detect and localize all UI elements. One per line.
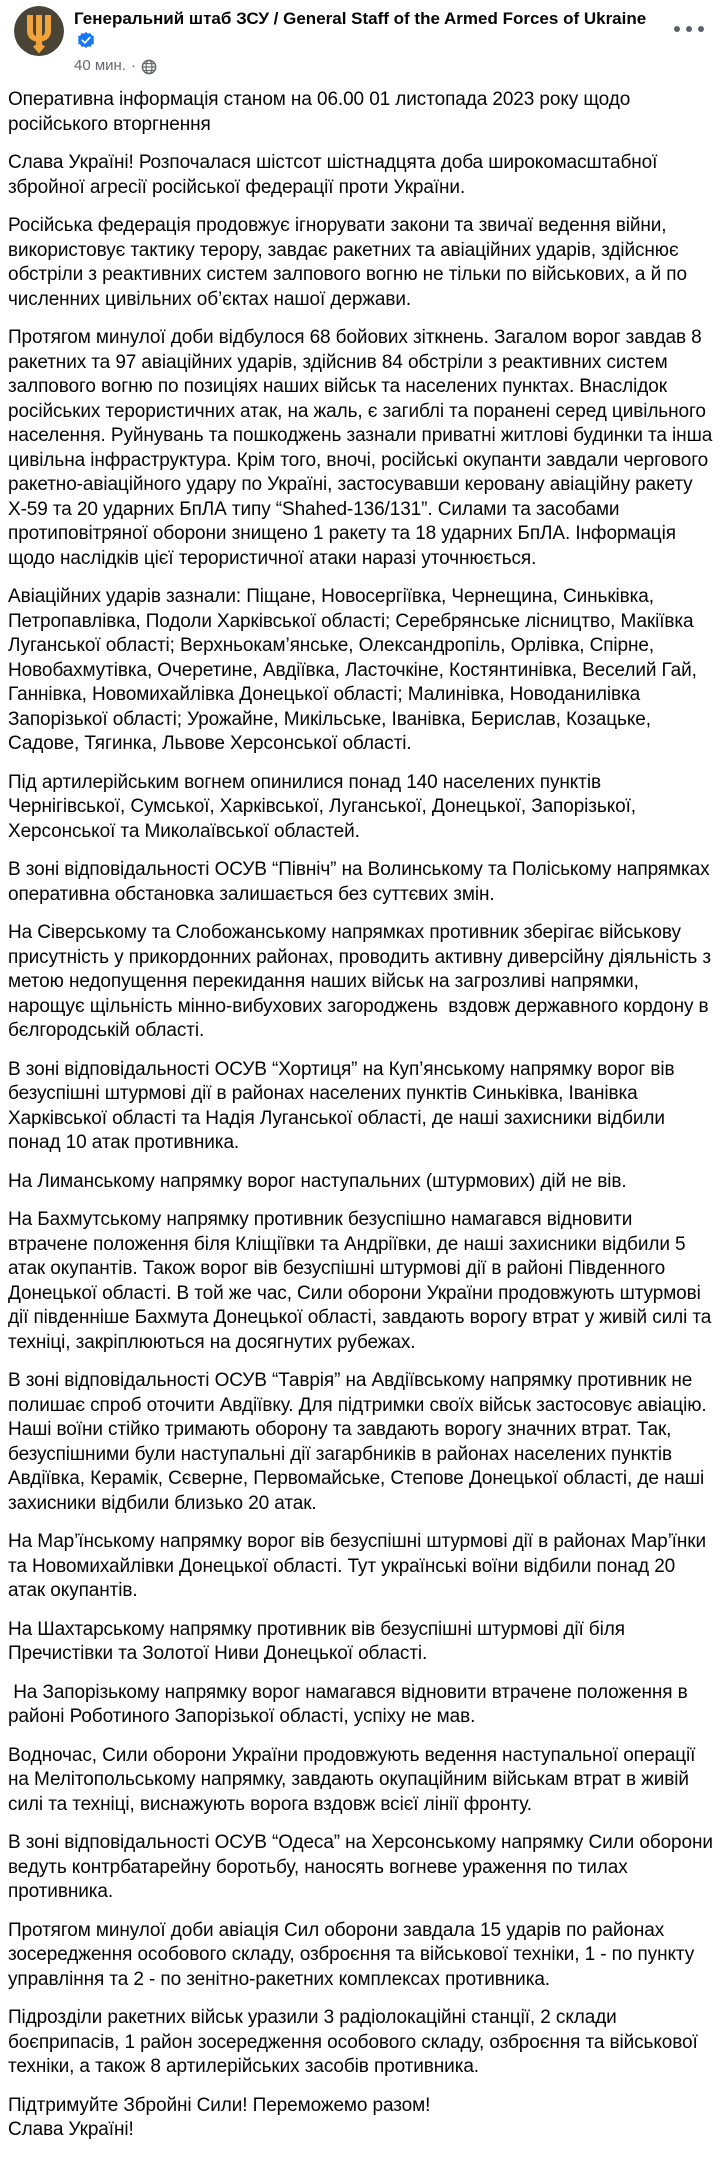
page-name: Генеральний штаб ЗСУ / General Staff of the Armed Forces of Ukraine bbox=[74, 9, 647, 28]
post-paragraph: В зоні відповідальності ОСУВ “Північ” на Волинському та Поліському напрямках оперативна обстановка залишається без суттєвих змін. bbox=[8, 859, 715, 905]
post-paragraph: Оперативна інформація станом на 06.00 01 листопада 2023 року щодо російського вторгнення bbox=[8, 89, 636, 135]
post-paragraph: Протягом минулої доби авіація Сил оборони завдала 15 ударів по районах зосередження особового складу, озброєння та військової техніки, 1 - по пункту управління та 2 - по зенітно-ракетних комплексах противника. bbox=[8, 1919, 700, 1990]
post-paragraph: Під артилерійським вогнем опинилися понад 140 населених пунктів Чернігівської, Сумської, Харківської, Луганської, Донецької, Запорізької, Херсонської та Миколаївської областей. bbox=[8, 771, 642, 842]
post-paragraph: В зоні відповідальності ОСУВ “Одеса” на Херсонському напрямку Сили оборони ведуть контрбатарейну боротьбу, наносять вогневе ураження по тилах противника. bbox=[8, 1832, 719, 1902]
tryzub-trident-icon bbox=[14, 6, 64, 56]
post-paragraph: Російська федерація продовжує ігнорувати закони та звичаї ведення війни, використовує тактику терору, завдає ракетних та авіаційних ударів, здійснює обстріли з реактивних систем залпового вогню не тільки по військових, а й по численних цивільних об’єктах нашої держави. bbox=[8, 215, 693, 310]
header-info bbox=[74, 6, 652, 75]
post-paragraph: На Сіверському та Слобожанському напрямках противник зберігає військову присутність у прикордонних районах, проводить активну диверсійну діяльність з метою недопущення перекидання наших військ на загрозливі напрямки, нарощує щільність мінно-вибухових загороджень вздовж державного кордону в бєлгородській області. bbox=[8, 922, 717, 1041]
post-body bbox=[0, 88, 724, 2167]
verified-badge-icon bbox=[78, 32, 94, 48]
post-menu-button[interactable] bbox=[670, 20, 708, 38]
post-header bbox=[0, 0, 724, 88]
post-paragraph: Водночас, Сили оборони України продовжують ведення наступальної операції на Мелітопольському напрямку, завдають окупаційним військам втрат в живій силі та техніці, виснажують ворога вздовж всієї лінії фронту. bbox=[8, 1744, 701, 1815]
post-paragraph: Протягом минулої доби відбулося 68 бойових зіткнень. Загалом ворог завдав 8 ракетних та 97 авіаційних ударів, здійснив 84 обстріли з реактивних систем залпового вогню по позиціях наших військ та населених пунктах. Внаслідок російських терористичних атак, на жаль, є загиблі та поранені серед цивільного населення. Руйнувань та пошкоджень зазнали приватні житлові будинки та інша цивільна інфраструктура. Крім того, вночі, російські окупанти завдали чергового ракетно-авіаційного удару по Україні, застосувавши керовану авіаційну ракету Х-59 та 20 ударних БпЛА типу “Shahed-136/131”. Силами та засобами протиповітряної оборони знищено 1 ракету та 18 ударних БпЛА. Інформація щодо наслідків цієї терористичної атаки наразі уточнюється. bbox=[8, 327, 718, 569]
globe-privacy-icon bbox=[141, 59, 157, 75]
post-paragraph: В зоні відповідальності ОСУВ “Хортиця” на Куп’янському напрямку ворог вів безуспішні штурмові дії в районах населених пунктів Синьківка, Іванівка Харківської області та Надія Луганської області, де наші захисники відбили понад 10 атак противника. bbox=[8, 1058, 680, 1153]
post-paragraph: На Лиманському напрямку ворог наступальних (штурмових) дій не вів. bbox=[8, 1170, 627, 1192]
post-paragraph: Підрозділи ракетних військ уразили 3 радіолокаційні станції, 2 склади боєприпасів, 1 район зосередження особового складу, озброєння та військової техніки, а також 8 артилерійських засобів противника. bbox=[8, 2007, 703, 2077]
post-paragraph: Підтримуйте Збройні Сили! Переможемо разом! Слава Україні! bbox=[8, 2094, 431, 2140]
page-name-link[interactable] bbox=[74, 8, 652, 52]
post-meta bbox=[74, 57, 652, 75]
post-paragraph: На Шахтарському напрямку противник вів безуспішні штурмові дії біля Пречистівки та Золотої Ниви Донецької області. bbox=[8, 1618, 631, 1664]
post-paragraph: На Мар’їнському напрямку ворог вів безуспішні штурмові дії в районах Мар’їнки та Новомихайлівки Донецької області. Тут українські воїни відбили понад 20 атак окупантів. bbox=[8, 1531, 712, 1601]
post-paragraph: В зоні відповідальності ОСУВ “Таврія” на Авдіївському напрямку противник не полишає спроб оточити Авдіївку. Для підтримки своїх військ застосовує авіацію. Наші воїни стійко тримають оборону та завдають ворогу значних втрат. Так, безуспішними були наступальні дії загарбників в районах населених пунктів Авдіївка, Керамік, Сєверне, Первомайське, Степове Донецької області, де наші захисники відбили близько 20 атак. bbox=[8, 1370, 712, 1514]
post-paragraph: Авіаційних ударів зазнали: Піщане, Новосергіївка, Чернещина, Синьківка, Петропавлівка, Подоли Харківської області; Серебрянське лісництво, Макіївка Луганської області; Верхньокам’янське, Олександропіль, Орлівка, Спірне, Новобахмутівка, Очеретине, Авдіївка, Ласточкіне, Костянтинівка, Веселий Гай, Ганнівка, Новомихайлівка Донецької області; Малинівка, Новоданилівка Запорізької області; Урожайне, Микільське, Іванівка, Берислав, Козацьке, Садове, Тягинка, Львове Херсонської області. bbox=[8, 586, 703, 754]
ellipsis-dot bbox=[686, 26, 692, 32]
post-paragraph: На Бахмутському напрямку противник безуспішно намагався відновити втрачене положення біля Кліщіївки та Андріївки, де наші захисники відбили 5 атак окупантів. Також ворог вів безуспішні штурмові дії в районі Південного Донецької області. В той же час, Сили оборони України продовжують штурмові дії південніше Бахмута Донецької області, завдають ворогу втрат у живій силі та техніці, закріплюються на досягнутих рубежах. bbox=[8, 1209, 717, 1353]
timestamp-link[interactable]: 40 мин. bbox=[74, 57, 126, 74]
post-paragraph: На Запорізькому напрямку ворог намагався відновити втрачене положення в районі Роботиного Запорізької області, успіху не мав. bbox=[8, 1681, 693, 1727]
avatar[interactable] bbox=[14, 6, 64, 56]
post-paragraph: Слава Україні! Розпочалася шістсот шістнадцята доба широкомасштабної збройної агресії російської федерації проти України. bbox=[8, 152, 663, 198]
ellipsis-dot bbox=[674, 26, 680, 32]
meta-separator: · bbox=[131, 57, 136, 74]
ellipsis-dot bbox=[698, 26, 704, 32]
